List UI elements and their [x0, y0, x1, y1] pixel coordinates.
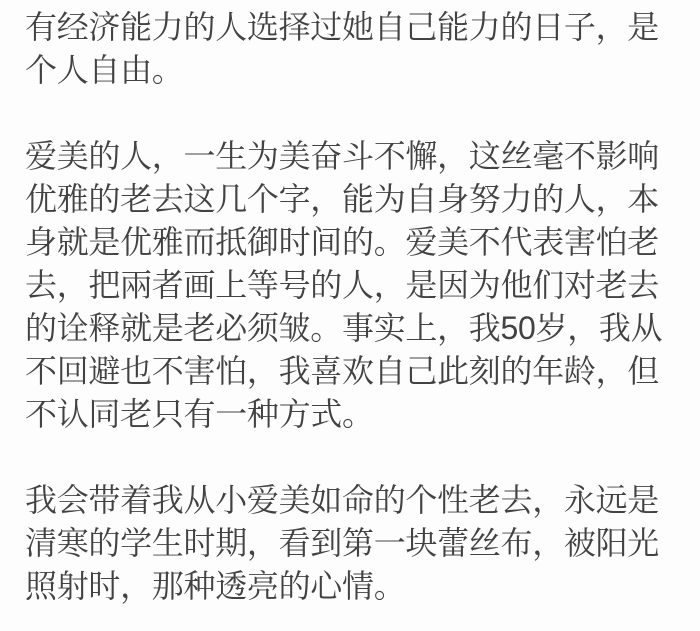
- text-line: 去，把兩者画上等号的人，是因为他们对老去: [25, 267, 660, 303]
- paragraph: [25, 479, 676, 608]
- text-line: 我会带着我从小爱美如命的个性老去，永远是: [25, 482, 660, 518]
- text-line: 有经济能力的人选择过她自己能力的日子，是: [25, 9, 660, 45]
- paragraph: [25, 135, 676, 436]
- text-line: 爱美的人，一生为美奋斗不懈，这丝毫不影响: [25, 138, 660, 174]
- text-line: 清寒的学生时期，看到第一块蕾丝布，被阳光: [25, 525, 660, 561]
- text-line: 不认同老只有一种方式。: [25, 396, 374, 432]
- text-line: 不回避也不害怕，我喜欢自己此刻的年龄，但: [25, 353, 660, 389]
- text-line: 的诠释就是老必须皱。事实上，我50岁，我从: [25, 310, 663, 346]
- text-line: 照射时，那种透亮的心情。: [25, 568, 406, 604]
- text-line: 身就是优雅而抵御时间的。爱美不代表害怕老: [25, 224, 660, 260]
- text-line: 优雅的老去这几个字，能为自身努力的人，本: [25, 181, 660, 217]
- paragraph: [25, 6, 676, 92]
- paragraph-container: [25, 6, 676, 608]
- text-line: 个人自由。: [25, 52, 184, 88]
